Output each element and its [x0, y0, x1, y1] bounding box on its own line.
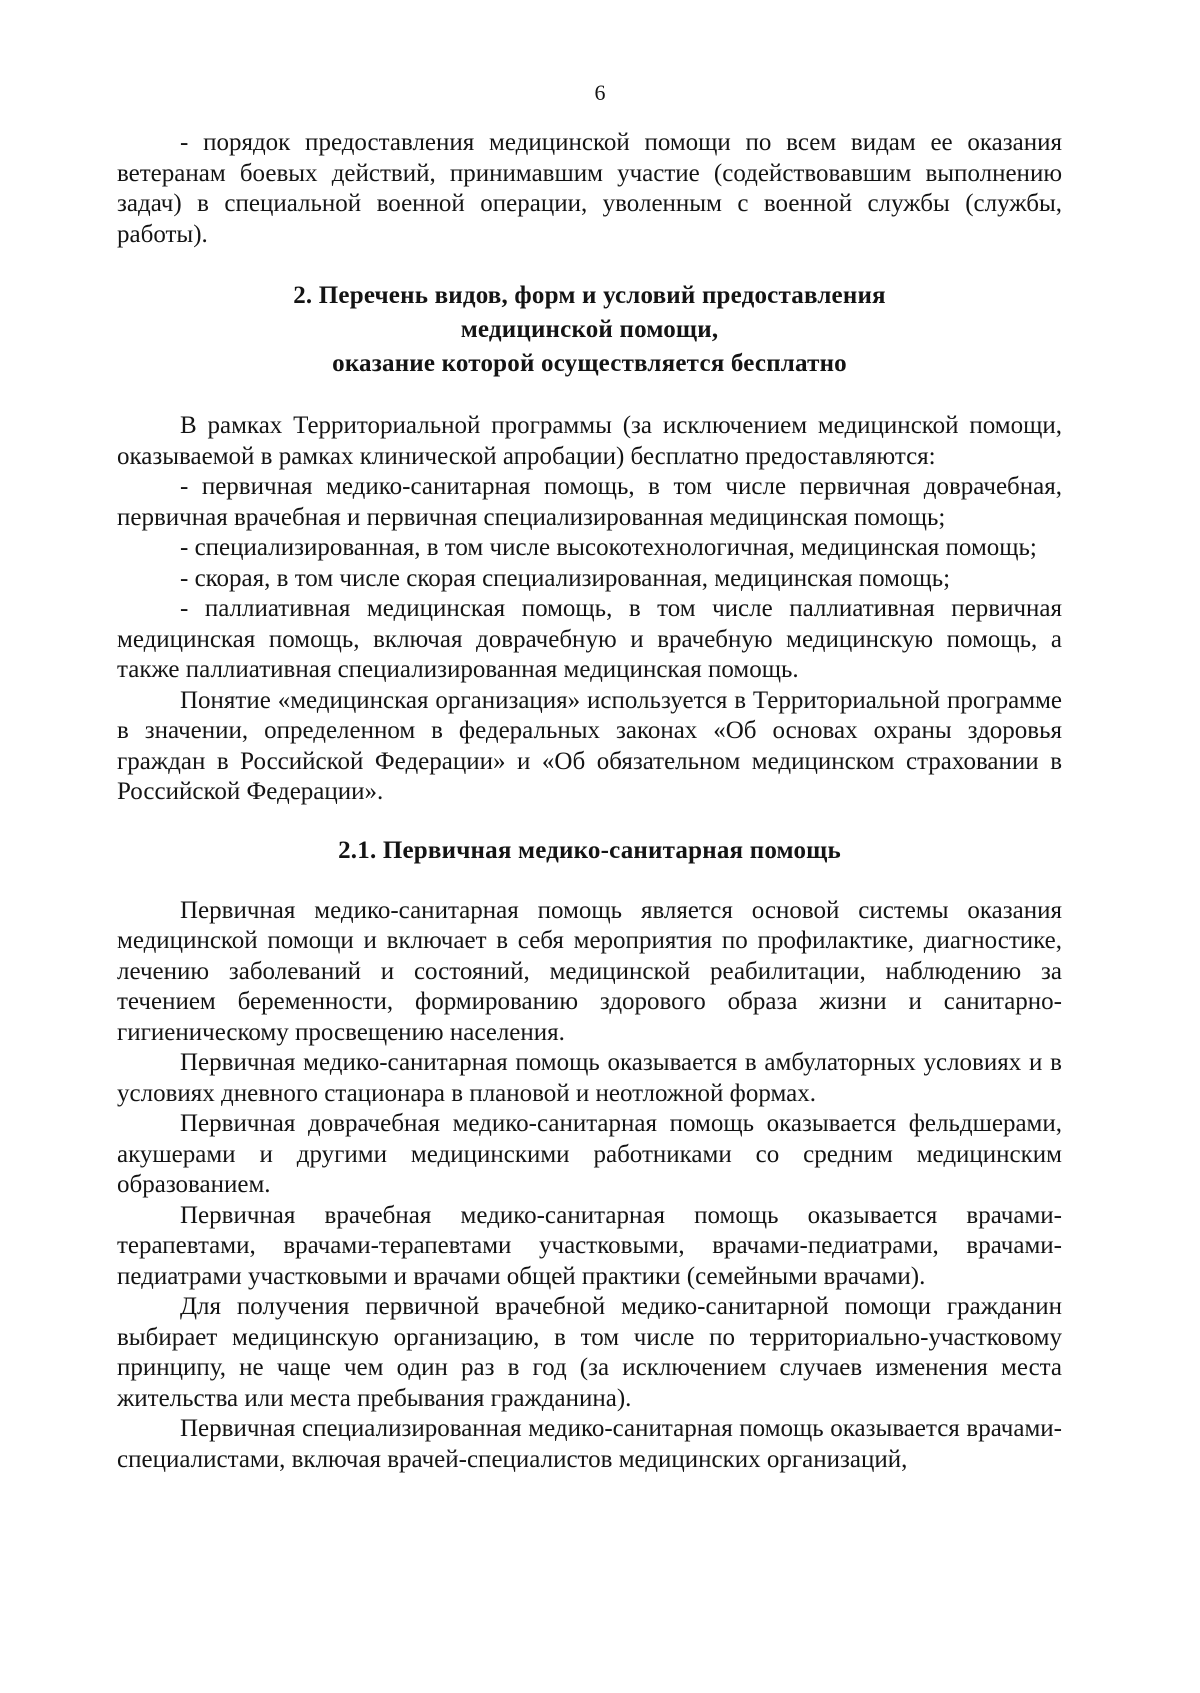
section-2-list-item: - скорая, в том числе скорая специализированная, медицинская помощь; — [180, 564, 951, 592]
section-2-list-item: - специализированная, в том числе высокотехнологичная, медицинская помощь; — [180, 534, 1037, 561]
section-2-paragraph: Понятие «медицинская организация» используется в Территориальной программе в значении, определенном в федеральных законах «Об основах охраны здоровья граждан в Российской Федерации» и «Об обязательном медицинском страховании в Российской Федерации». — [117, 686, 1062, 805]
document-body — [117, 128, 1062, 1475]
section-2-1-paragraph: Первичная специализированная медико-санитарная помощь оказывается врачами-специалистами, включая врачей-специалистов медицинских организаций, — [117, 1415, 1062, 1473]
section-2-heading — [117, 279, 1062, 381]
section-2-1-paragraph: Первичная доврачебная медико-санитарная помощь оказывается фельдшерами, акушерами и другими медицинскими работниками со средним медицинским образованием. — [117, 1110, 1062, 1198]
page-number: 6 — [594, 80, 606, 105]
section-2-1-paragraph: Первичная медико-санитарная помощь является основой системы оказания медицинской помощи и включает в себя мероприятия по профилактике, диагностике, лечению заболеваний и состояний, медицинской реабилитации, наблюдению за течением беременности, формированию здорового образа жизни и санитарно-гигиеническому просвещению населения. — [117, 896, 1062, 1046]
section-2-list-item: - первичная медико-санитарная помощь, в том числе первичная доврачебная, первичная врачебная и первичная специализированная медицинская помощь; — [117, 473, 1062, 531]
intro-paragraph: - порядок предоставления медицинской помощи по всем видам ее оказания ветеранам боевых действий, принимавшим участие (содействовавшим выполнению задач) в специальной военной операции, уволенным с военной службы (службы, работы). — [117, 129, 1062, 248]
section-2-1-paragraph: Первичная медико-санитарная помощь оказывается в амбулаторных условиях и в условиях дневного стационара в плановой и неотложной формах. — [117, 1049, 1062, 1107]
section-2-1-paragraph: Первичная врачебная медико-санитарная помощь оказывается врачами-терапевтами, врачами-терапевтами участковыми, врачами-педиатрами, врачами-педиатрами участковыми и врачами общей практики (семейными врачами). — [117, 1201, 1062, 1290]
section-2-paragraph: В рамках Территориальной программы (за исключением медицинской помощи, оказываемой в рамках клинической апробации) бесплатно предоставляются: — [117, 412, 1062, 470]
section-2-heading-line: 2. Перечень видов, форм и условий предоставления — [293, 282, 886, 309]
section-2-heading-line: медицинской помощи, — [460, 316, 719, 343]
section-2-list-item: - паллиативная медицинская помощь, в том числе паллиативная первичная медицинская помощь, включая доврачебную и врачебную медицинскую помощь, а также паллиативная специализированная медицинская помощь. — [117, 595, 1062, 683]
section-2-1-heading: 2.1. Первичная медико-санитарная помощь — [338, 836, 841, 864]
section-2-1-paragraph: Для получения первичной врачебной медико-санитарной помощи гражданин выбирает медицинскую организацию, в том числе по территориально-участковому принципу, не чаще чем один раз в год (за исключением случаев изменения места жительства или места пребывания гражданина). — [117, 1293, 1062, 1412]
section-2-heading-line: оказание которой осуществляется бесплатно — [332, 350, 847, 377]
